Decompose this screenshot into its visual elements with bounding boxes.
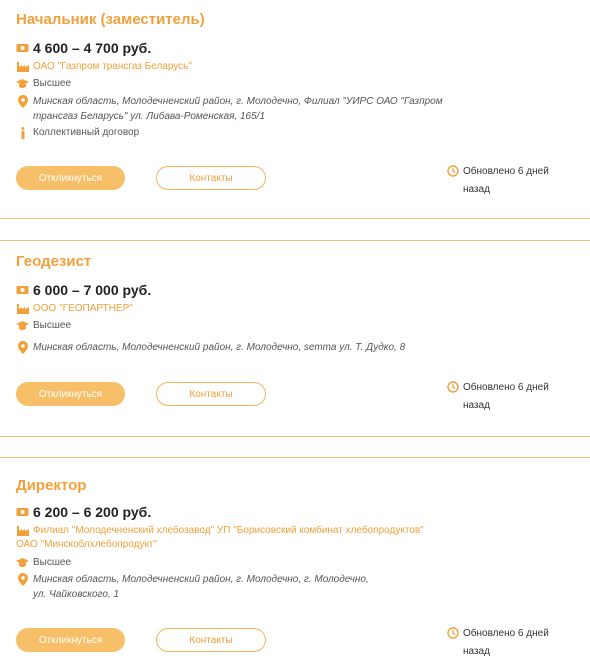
apply-button[interactable]: Откликнуться — [16, 382, 125, 406]
divider — [0, 240, 590, 241]
clock-icon — [447, 165, 459, 177]
graduation-cap-icon — [16, 319, 29, 332]
company-link[interactable]: ООО "ГЕОПАРТНЕР" — [33, 303, 133, 314]
education-value: Высшее — [33, 78, 72, 89]
apply-button[interactable]: Откликнуться — [16, 628, 125, 652]
vacancy-title-link[interactable]: Начальник (заместитель) — [16, 11, 205, 28]
benefit-row — [16, 126, 139, 139]
company-row — [16, 524, 424, 552]
address-value: Минская область, Молодечненский район, г. Молодечно, ѕетта ул. Т. Дудко, 8 — [33, 342, 406, 353]
clock-icon — [447, 381, 459, 393]
education-row — [16, 556, 71, 569]
divider — [0, 218, 590, 219]
updated-info — [447, 163, 577, 199]
apply-button[interactable]: Откликнуться — [16, 166, 125, 190]
vacancy-title-link[interactable]: Геодезист — [16, 253, 92, 270]
company-row — [16, 302, 133, 316]
education-value: Высшее — [33, 557, 72, 568]
address-row — [16, 94, 453, 124]
salary-value: 6 000 – 7 000 руб. — [33, 282, 152, 298]
money-icon — [16, 42, 29, 55]
divider — [0, 457, 590, 458]
divider — [0, 436, 590, 437]
updated-text: Обновлено 6 дней назад — [463, 382, 549, 411]
updated-text: Обновлено 6 дней назад — [463, 628, 549, 657]
address-row — [16, 340, 453, 355]
info-icon — [16, 126, 29, 139]
benefit-value: Коллективный договор — [33, 127, 140, 138]
address-row — [16, 572, 373, 602]
graduation-cap-icon — [16, 77, 29, 90]
location-pin-icon — [16, 341, 29, 354]
address-value: Минская область, Молодечненский район, г. Молодечно, Филиал "УИРС ОАО "Газпром трансгаз Беларусь" ул. Либава-Роменская, 165/1 — [33, 96, 443, 122]
company-line: Филиал "Молодечненский хлебозавод" УП "Борисовский комбинат хлебопродуктов" — [33, 525, 424, 536]
contacts-button[interactable]: Контакты — [156, 382, 266, 406]
factory-icon — [16, 60, 29, 73]
updated-info — [447, 625, 577, 661]
factory-icon — [16, 524, 29, 537]
updated-text: Обновлено 6 дней назад — [463, 166, 549, 195]
clock-icon — [447, 627, 459, 639]
education-value: Высшее — [33, 320, 72, 331]
money-icon — [16, 284, 29, 297]
salary-value: 6 200 – 6 200 руб. — [33, 504, 152, 520]
contacts-button[interactable]: Контакты — [156, 628, 266, 652]
salary-value: 4 600 – 4 700 руб. — [33, 40, 152, 56]
contacts-button[interactable]: Контакты — [156, 166, 266, 190]
education-row — [16, 77, 71, 90]
graduation-cap-icon — [16, 556, 29, 569]
salary-row — [16, 504, 151, 520]
location-pin-icon — [16, 573, 29, 586]
updated-info — [447, 379, 577, 415]
company-row — [16, 60, 192, 74]
salary-row — [16, 40, 151, 56]
company-link[interactable]: ОАО "Газпром трансгаз Беларусь" — [33, 61, 192, 72]
salary-row — [16, 282, 151, 298]
education-row — [16, 319, 71, 332]
address-value: Минская область, Молодечненский район, г. Молодечно, г. Молодечно, ул. Чайковского, 1 — [33, 574, 369, 600]
location-pin-icon — [16, 95, 29, 108]
vacancy-title-link[interactable]: Директор — [16, 477, 87, 494]
company-link[interactable] — [16, 524, 424, 552]
factory-icon — [16, 302, 29, 315]
company-line: ОАО "Минскоблхлебопродукт" — [16, 539, 158, 550]
money-icon — [16, 506, 29, 519]
